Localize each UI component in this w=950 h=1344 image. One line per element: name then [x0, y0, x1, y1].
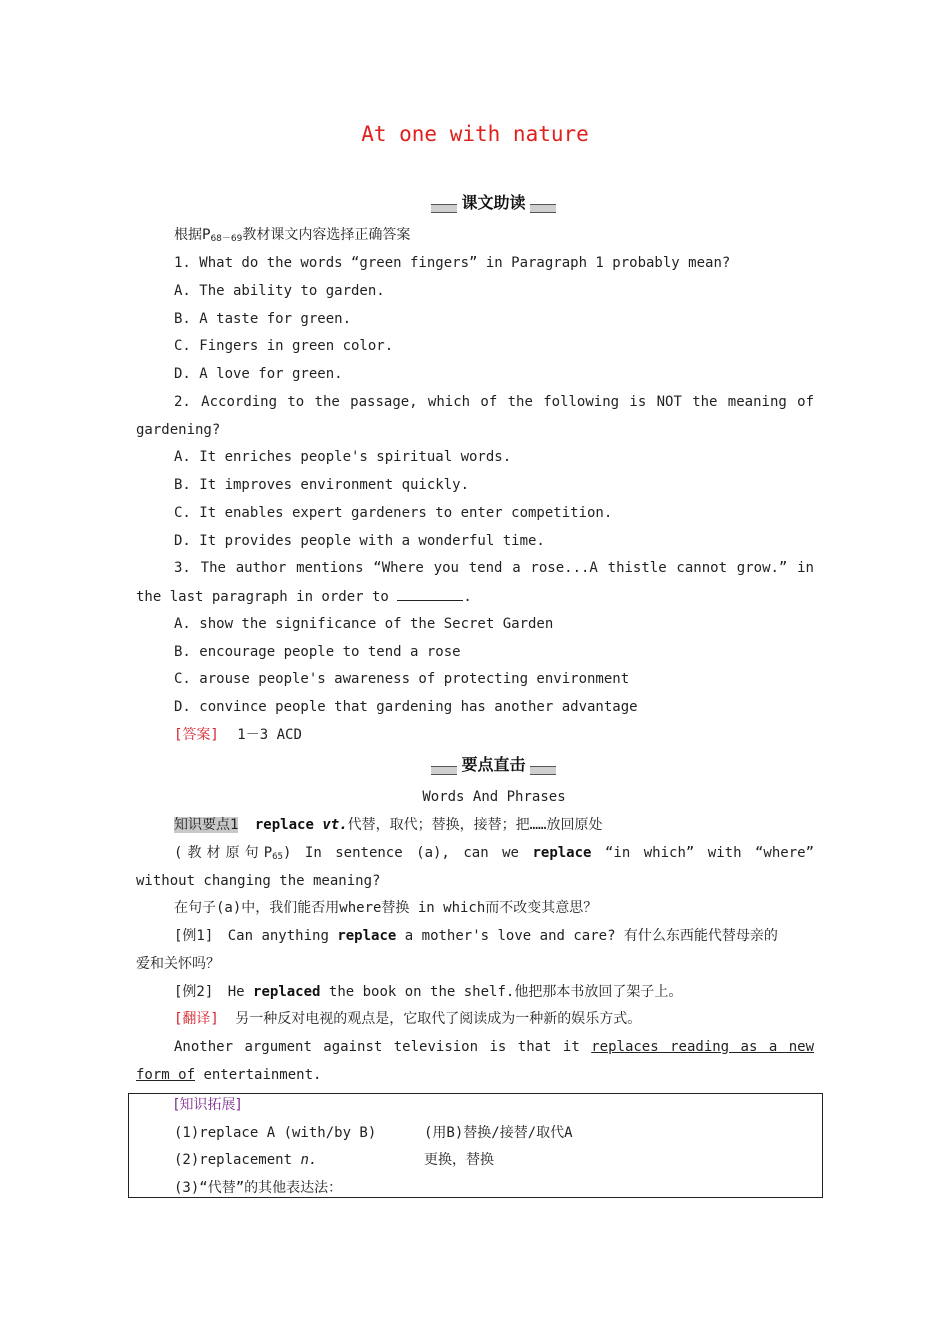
answer-row [174, 725, 302, 745]
point-word: replace [254, 817, 314, 833]
translation-en-answer: replaces reading as a new [591, 1039, 814, 1055]
extension-2-word: (2)replacement [174, 1152, 293, 1168]
extension-1-left: (1)replace A (with/by B) [174, 1125, 377, 1141]
original-sentence-chinese: 在句子(a)中，我们能否用where替换 in which而不改变其意思？ [174, 900, 598, 916]
translation-en-answer-cont: form of [136, 1067, 196, 1083]
banner-label: 要点直击 [457, 754, 529, 776]
orig-sub: 65 [272, 852, 283, 862]
option-3b: B. encourage people to tend a rose [174, 644, 461, 660]
example-2 [174, 982, 682, 1002]
extension-2-pos: n. [300, 1152, 318, 1168]
section-banner-reading-guide [431, 192, 556, 216]
translation-label: [翻译] [174, 1011, 219, 1027]
section-banner-key-points [431, 754, 556, 778]
question-1: 1. What do the words “green fingers” in Paragraph 1 probably mean? [174, 255, 731, 271]
original-sentence [174, 843, 814, 867]
translation-en-post: entertainment. [195, 1067, 322, 1083]
point-pos: vt. [322, 817, 348, 833]
translation-english [174, 1037, 814, 1057]
example-1-line2: 爱和关怀吗？ [136, 956, 220, 972]
translation-english-line2 [136, 1065, 321, 1085]
example-1-label: [例1] [174, 928, 214, 944]
knowledge-point-1 [174, 815, 602, 835]
words-phrases-heading: Words And Phrases [422, 789, 566, 805]
option-1d: D. A love for green. [174, 366, 343, 382]
option-2d: D. It provides people with a wonderful time. [174, 533, 545, 549]
instruction-sub: 68－69 [210, 234, 243, 244]
translation-chinese: 另一种反对电视的观点是，它取代了阅读成为一种新的娱乐方式。 [235, 1011, 642, 1027]
question-2-line2: gardening? [136, 422, 221, 438]
instruction [174, 225, 410, 249]
translation-row [174, 1009, 641, 1029]
question-3-line2 [136, 586, 472, 607]
answer-label: [答案] [174, 727, 219, 743]
example-1-bold: replace [337, 928, 397, 944]
example-1-post: a mother's love and care? 有什么东西能代替母亲的 [404, 928, 778, 944]
extension-2-left [174, 1150, 317, 1170]
option-3a: A. show the significance of the Secret Garden [174, 616, 554, 632]
extension-2-right: 更换，替换 [424, 1152, 494, 1168]
extension-label: [知识拓展] [174, 1097, 241, 1113]
option-2c: C. It enables expert gardeners to enter competition. [174, 505, 613, 521]
example-1 [174, 926, 778, 946]
option-1b: B. A taste for green. [174, 311, 352, 327]
extension-1-right: (用B)替换/接替/取代A [424, 1125, 573, 1141]
question-3-line2-text: the last paragraph in order to [136, 589, 389, 605]
document-title: At one with nature [361, 122, 589, 146]
option-3d: D. convince people that gardening has another advantage [174, 699, 638, 715]
point-label: 知识要点1 [174, 817, 239, 833]
answer-text: 1－3 ACD [237, 727, 302, 743]
instruction-post: 教材课文内容选择正确答案 [242, 227, 411, 243]
option-1a: A. The ability to garden. [174, 283, 385, 299]
option-2b: B. It improves environment quickly. [174, 477, 470, 493]
example-2-pre: He [227, 984, 245, 1000]
question-2-line1: 2. According to the passage, which of the following is NOT the meaning of [174, 394, 814, 410]
example-2-bold: replaced [253, 984, 321, 1000]
example-2-label: [例2] [174, 984, 214, 1000]
instruction-pre: 根据P [174, 227, 211, 243]
question-3-line1: 3. The author mentions “Where you tend a rose...A thistle cannot grow.” in [174, 560, 814, 576]
option-3c: C. arouse people's awareness of protecting environment [174, 671, 630, 687]
original-sentence-line2: without changing the meaning? [136, 873, 381, 889]
answer-blank [397, 586, 463, 601]
orig-post: “in which” with “where” [604, 845, 814, 861]
banner-label: 课文助读 [457, 192, 529, 214]
question-3-period: . [463, 589, 472, 605]
point-meaning: 代替，取代；替换，接替；把……放回原处 [347, 817, 603, 833]
extension-3: (3)“代替”的其他表达法： [174, 1180, 343, 1196]
orig-pre: (教材原句P [174, 845, 273, 861]
translation-en-pre: Another argument against television is that it [174, 1039, 580, 1055]
option-1c: C. Fingers in green color. [174, 338, 394, 354]
option-2a: A. It enriches people's spiritual words. [174, 449, 512, 465]
example-1-pre: Can anything [227, 928, 329, 944]
orig-mid: ) In sentence (a), can we [282, 845, 519, 861]
orig-bold: replace [532, 845, 592, 861]
example-2-post: the book on the shelf.他把那本书放回了架子上。 [320, 984, 683, 1000]
